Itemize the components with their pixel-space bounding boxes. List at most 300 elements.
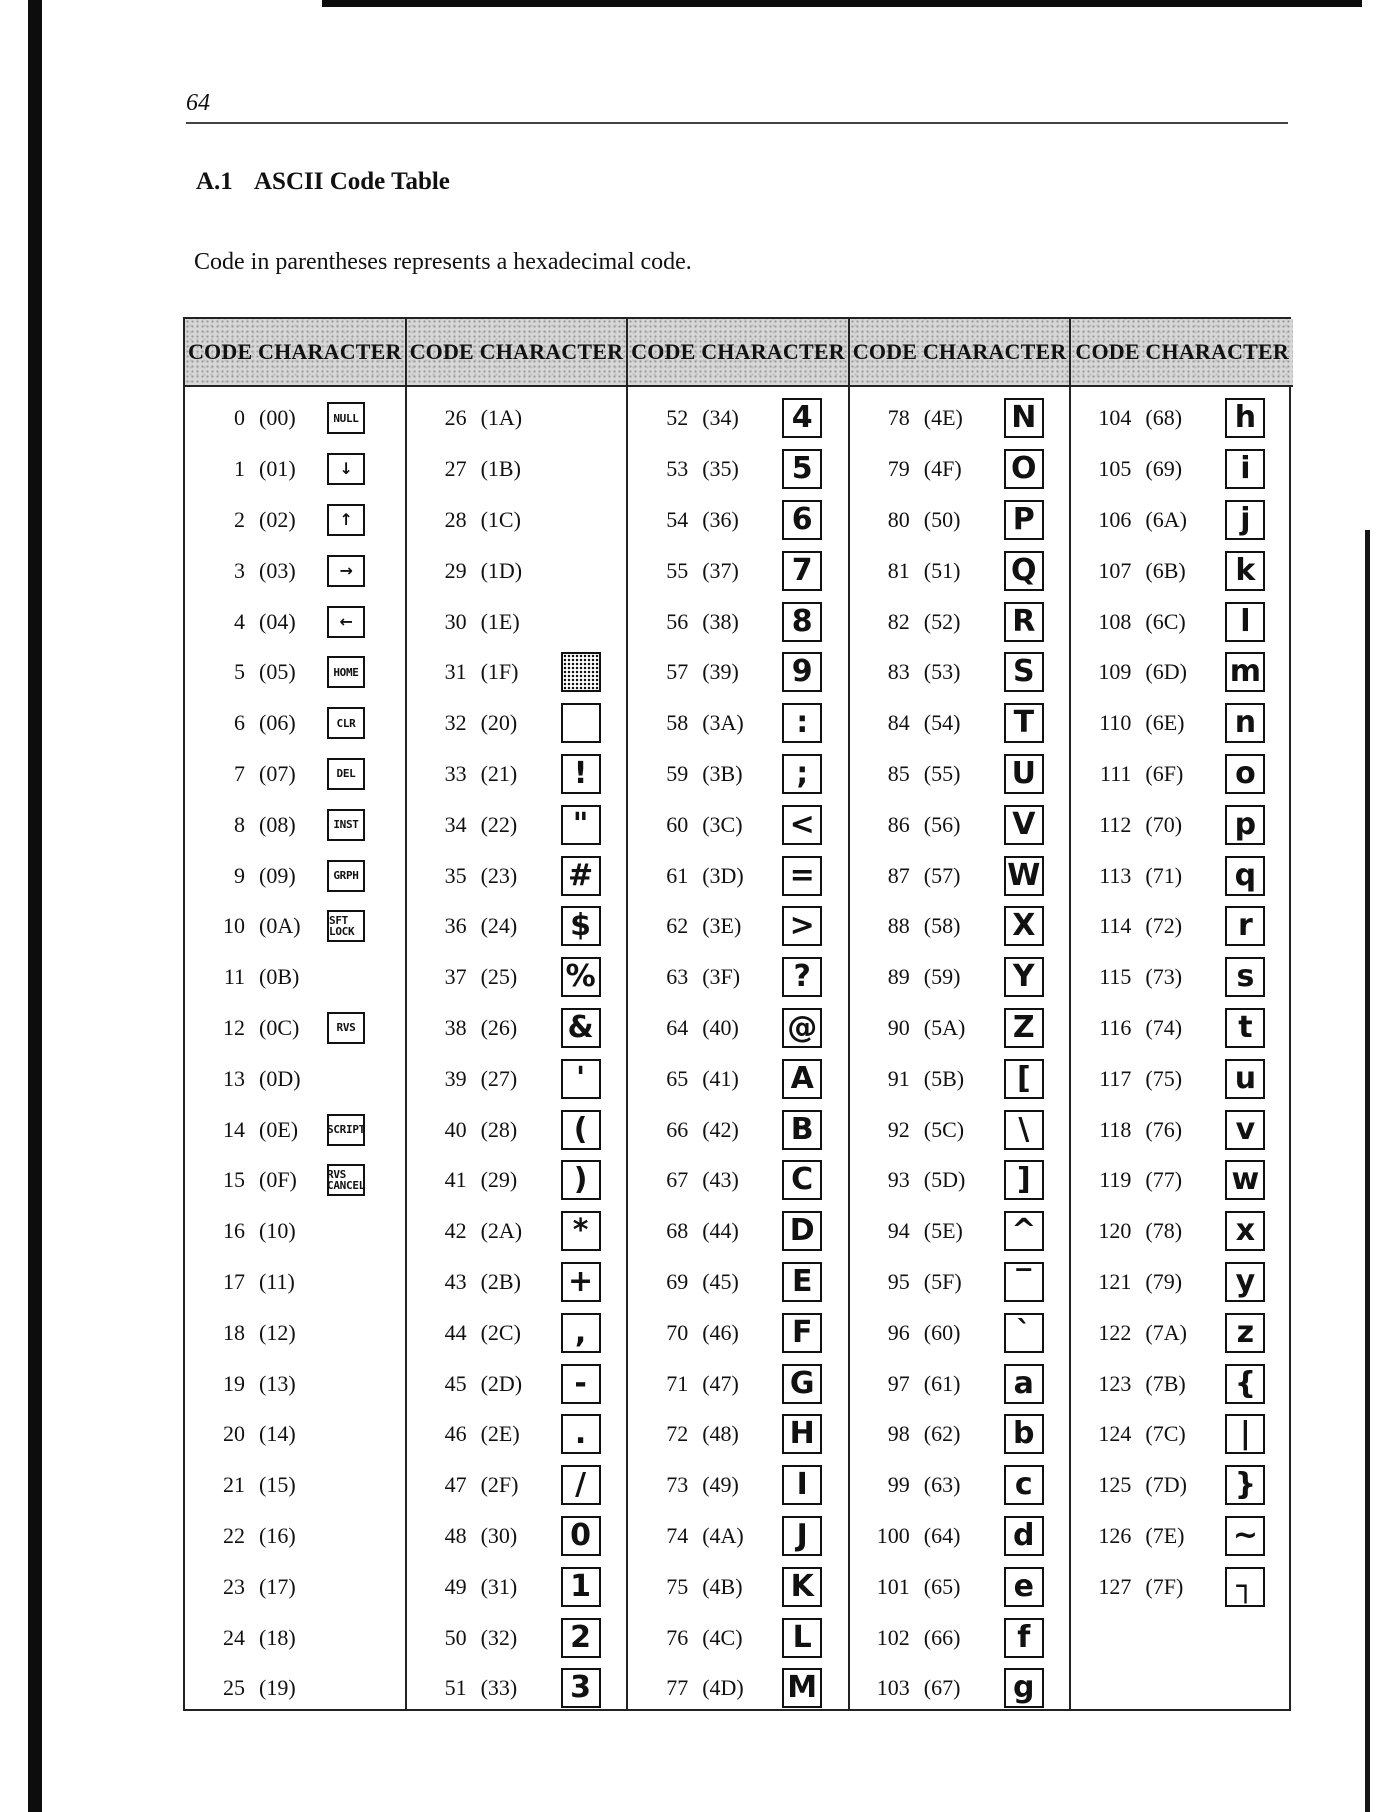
hex-value: (1F): [480, 659, 519, 685]
hex-value: (01): [259, 456, 296, 482]
code-value: 3: [234, 557, 245, 583]
character-glyph: O: [1004, 449, 1044, 489]
hex-value: (7D): [1145, 1472, 1187, 1498]
character-glyph: Q: [1004, 551, 1044, 591]
code-value: 86: [887, 811, 910, 837]
hex-value: (56): [923, 811, 961, 837]
code-value: 106: [1098, 506, 1132, 532]
code-value: 47: [444, 1472, 467, 1498]
hex-value: (30): [480, 1522, 518, 1548]
hex-value: (35): [702, 456, 739, 482]
code-value: 59: [666, 760, 689, 786]
code-value: 112: [1099, 811, 1132, 837]
code-value: 68: [666, 1218, 689, 1244]
hex-value: (5A): [923, 1014, 966, 1040]
character-glyph: g: [1004, 1668, 1044, 1708]
code-value: 124: [1098, 1421, 1132, 1447]
hex-value: (24): [480, 913, 518, 939]
character-glyph: !: [561, 754, 601, 794]
hex-value: (02): [259, 506, 296, 532]
table-row: [185, 444, 405, 495]
table-row: [407, 647, 627, 698]
table-row: [407, 952, 627, 1003]
table-row: [628, 1206, 848, 1257]
code-value: 99: [887, 1472, 910, 1498]
character-glyph: (: [561, 1110, 601, 1150]
code-value: 25: [223, 1675, 245, 1701]
character-glyph: 7: [782, 551, 822, 591]
checker-pattern-glyph: [561, 652, 601, 692]
code-value: 66: [666, 1116, 689, 1142]
code-value: 75: [666, 1573, 689, 1599]
character-glyph: ←: [327, 606, 365, 638]
table-row: [185, 1257, 405, 1308]
table-row: [850, 1612, 1070, 1663]
hex-value: (0B): [259, 964, 300, 990]
code-value: 16: [223, 1218, 245, 1244]
hex-value: (37): [702, 557, 739, 583]
hex-value: (4A): [702, 1522, 744, 1548]
hex-value: (22): [480, 811, 518, 837]
character-glyph: S: [1004, 652, 1044, 692]
code-value: 108: [1098, 608, 1132, 634]
table-row: [850, 850, 1070, 901]
character-glyph: HOME: [327, 656, 365, 688]
character-glyph: {: [1225, 1364, 1265, 1404]
character-glyph: X: [1004, 906, 1044, 946]
character-glyph: 9: [782, 652, 822, 692]
hex-value: (79): [1145, 1268, 1183, 1294]
hex-value: (74): [1145, 1014, 1183, 1040]
code-value: 127: [1098, 1573, 1132, 1599]
hex-value: (3D): [702, 862, 744, 888]
hex-value: (70): [1145, 811, 1183, 837]
code-value: 17: [223, 1268, 245, 1294]
hex-value: (12): [259, 1319, 296, 1345]
hex-value: (04): [259, 608, 296, 634]
code-value: 63: [666, 964, 689, 990]
code-value: 89: [887, 964, 910, 990]
table-row: [185, 952, 405, 1003]
hex-value: (3F): [702, 964, 741, 990]
hex-value: (76): [1145, 1116, 1183, 1142]
hex-value: (71): [1145, 862, 1183, 888]
table-row: [850, 1511, 1070, 1562]
hex-value: (2C): [480, 1319, 521, 1345]
code-value: 20: [223, 1421, 245, 1447]
code-value: 42: [444, 1218, 467, 1244]
hex-value: (0E): [259, 1116, 299, 1142]
hex-value: (06): [259, 710, 296, 736]
code-value: 72: [666, 1421, 689, 1447]
character-glyph: J: [782, 1516, 822, 1556]
character-glyph: NULL: [327, 402, 365, 434]
character-glyph: j: [1225, 500, 1265, 540]
hex-value: (3E): [702, 913, 742, 939]
code-value: 11: [223, 964, 245, 990]
hex-value: (3C): [702, 811, 743, 837]
code-value: 2: [234, 506, 245, 532]
table-row: [407, 1155, 627, 1206]
character-glyph: SCRIPT: [327, 1114, 365, 1146]
hex-value: (0D): [259, 1065, 301, 1091]
table-row: [185, 647, 405, 698]
table-row: [628, 698, 848, 749]
hex-value: (25): [480, 964, 518, 990]
hex-value: (0F): [259, 1167, 297, 1193]
code-value: 15: [223, 1167, 245, 1193]
hex-value: (5F): [923, 1268, 962, 1294]
code-value: 87: [887, 862, 910, 888]
table-row: [1071, 749, 1293, 800]
hex-value: (53): [923, 659, 961, 685]
table-row: [407, 698, 627, 749]
table-row: [1071, 1511, 1293, 1562]
character-glyph: 2: [561, 1618, 601, 1658]
code-value: 94: [887, 1218, 910, 1244]
top-rule: [322, 0, 1362, 7]
table-row: [407, 495, 627, 546]
code-value: 49: [444, 1573, 467, 1599]
hex-value: (45): [702, 1268, 739, 1294]
character-glyph: RVS: [327, 1012, 365, 1044]
hex-value: (23): [480, 862, 518, 888]
hex-value: (7F): [1145, 1573, 1184, 1599]
table-row: [185, 393, 405, 444]
hex-value: (7A): [1145, 1319, 1187, 1345]
code-value: 6: [234, 710, 245, 736]
table-row: [407, 1612, 627, 1663]
hex-value: (11): [259, 1268, 295, 1294]
code-value: 32: [444, 710, 467, 736]
table-row: [628, 545, 848, 596]
code-value: 40: [444, 1116, 467, 1142]
table-row: [850, 1307, 1070, 1358]
code-value: 107: [1098, 557, 1132, 583]
character-glyph: e: [1004, 1567, 1044, 1607]
table-row: [628, 1612, 848, 1663]
character-glyph: ↓: [327, 453, 365, 485]
table-row: [1071, 1053, 1293, 1104]
table-row: [185, 1155, 405, 1206]
hex-value: (6F): [1145, 760, 1184, 786]
table-row: [628, 952, 848, 1003]
table-row: [185, 545, 405, 596]
character-glyph: G: [782, 1364, 822, 1404]
table-row: [628, 1257, 848, 1308]
code-value: 33: [444, 760, 467, 786]
table-row: [407, 1003, 627, 1054]
table-row: [407, 1307, 627, 1358]
code-value: 53: [666, 456, 689, 482]
hex-value: (00): [259, 405, 296, 431]
section-title-text: ASCII Code Table: [254, 168, 450, 195]
right-edge-bar: [1365, 530, 1370, 1812]
table-row: [1071, 850, 1293, 901]
character-glyph: =: [782, 856, 822, 896]
hex-value: (6C): [1145, 608, 1186, 634]
hex-value: (60): [923, 1319, 961, 1345]
table-row: [850, 444, 1070, 495]
hex-value: (2A): [480, 1218, 523, 1244]
hex-value: (34): [702, 405, 739, 431]
code-value: 76: [666, 1624, 689, 1650]
code-value: 97: [887, 1370, 910, 1396]
code-value: 84: [887, 710, 910, 736]
hex-value: (21): [480, 760, 518, 786]
table-row: [628, 901, 848, 952]
code-value: 69: [666, 1268, 689, 1294]
code-value: 77: [666, 1675, 689, 1701]
character-glyph: 8: [782, 602, 822, 642]
hex-value: (48): [702, 1421, 739, 1447]
table-row: [628, 1409, 848, 1460]
character-glyph: Y: [1004, 957, 1044, 997]
character-glyph: L: [782, 1618, 822, 1658]
code-value: 29: [444, 557, 467, 583]
table-row: [1071, 1155, 1293, 1206]
table-row: [850, 698, 1070, 749]
code-value: 73: [666, 1472, 689, 1498]
character-glyph: ~: [1225, 1516, 1265, 1556]
table-row: [628, 1155, 848, 1206]
table-row: [185, 1104, 405, 1155]
hex-value: (1B): [480, 456, 521, 482]
hex-value: (2D): [480, 1370, 523, 1396]
hex-value: (57): [923, 862, 961, 888]
code-value: 123: [1098, 1370, 1132, 1396]
table-row: [1071, 495, 1293, 546]
table-row: [185, 1003, 405, 1054]
hex-value: (1C): [480, 506, 521, 532]
hex-value: (40): [702, 1014, 739, 1040]
code-value: 43: [444, 1268, 467, 1294]
table-row: [628, 1663, 848, 1714]
table-row: [185, 749, 405, 800]
code-value: 4: [234, 608, 245, 634]
table-row: [407, 1663, 627, 1714]
character-glyph: N: [1004, 398, 1044, 438]
character-glyph: ↑: [327, 504, 365, 536]
code-value: 82: [887, 608, 910, 634]
table-row: [1071, 901, 1293, 952]
character-glyph: f: [1004, 1618, 1044, 1658]
code-value: 122: [1098, 1319, 1132, 1345]
hex-value: (5D): [923, 1167, 966, 1193]
table-row: [407, 799, 627, 850]
code-value: 19: [223, 1370, 245, 1396]
hex-value: (5C): [923, 1116, 965, 1142]
hex-value: (26): [480, 1014, 518, 1040]
character-glyph: P: [1004, 500, 1044, 540]
character-glyph: q: [1225, 856, 1265, 896]
hex-value: (3B): [702, 760, 743, 786]
character-glyph: RVS CANCEL: [327, 1164, 365, 1196]
table-row: [185, 901, 405, 952]
hex-value: (1D): [480, 557, 523, 583]
character-glyph: B: [782, 1110, 822, 1150]
code-value: 58: [666, 710, 689, 736]
character-glyph: b: [1004, 1414, 1044, 1454]
table-row: [185, 1460, 405, 1511]
code-value: 110: [1099, 710, 1132, 736]
hex-value: (75): [1145, 1065, 1183, 1091]
character-glyph: x: [1225, 1211, 1265, 1251]
table-row: [628, 1358, 848, 1409]
table-row: [850, 393, 1070, 444]
table-row: [1071, 1257, 1293, 1308]
code-value: 116: [1099, 1014, 1132, 1040]
character-glyph: 5: [782, 449, 822, 489]
page-number: 64: [186, 90, 210, 116]
column-header: CODE CHARACTER: [185, 319, 405, 387]
hex-value: (5E): [923, 1218, 963, 1244]
character-glyph: r: [1225, 906, 1265, 946]
character-glyph: d: [1004, 1516, 1044, 1556]
column-header: CODE CHARACTER: [1071, 319, 1293, 387]
hex-value: (58): [923, 913, 961, 939]
hex-value: (50): [923, 506, 961, 532]
hex-value: (4C): [702, 1624, 743, 1650]
character-glyph: H: [782, 1414, 822, 1454]
hex-value: (14): [259, 1421, 296, 1447]
hex-value: (38): [702, 608, 739, 634]
character-glyph: &: [561, 1008, 601, 1048]
hex-value: (73): [1145, 964, 1183, 990]
table-row: [407, 596, 627, 647]
code-value: 52: [666, 405, 689, 431]
code-value: 0: [234, 405, 245, 431]
character-glyph: ^: [1004, 1211, 1044, 1251]
table-row: [407, 1460, 627, 1511]
hex-value: (49): [702, 1472, 739, 1498]
character-glyph: `: [1004, 1313, 1044, 1353]
code-value: 101: [876, 1573, 910, 1599]
character-glyph: D: [782, 1211, 822, 1251]
character-glyph: *: [561, 1211, 601, 1251]
character-glyph: 4: [782, 398, 822, 438]
table-row: [628, 596, 848, 647]
table-row: [1071, 596, 1293, 647]
table-row: [628, 1307, 848, 1358]
hex-value: (09): [259, 862, 296, 888]
code-value: 104: [1098, 405, 1132, 431]
code-value: 93: [887, 1167, 910, 1193]
code-value: 31: [444, 659, 467, 685]
code-value: 60: [666, 811, 689, 837]
character-glyph: :: [782, 703, 822, 743]
table-row: [628, 647, 848, 698]
code-value: 34: [444, 811, 467, 837]
table-row: [407, 545, 627, 596]
code-value: 5: [234, 659, 245, 685]
table-row: [407, 749, 627, 800]
code-value: 14: [223, 1116, 245, 1142]
table-row: [1071, 444, 1293, 495]
character-glyph: F: [782, 1313, 822, 1353]
code-value: 121: [1098, 1268, 1132, 1294]
hex-value: (41): [702, 1065, 739, 1091]
character-glyph: I: [782, 1465, 822, 1505]
hex-value: (07): [259, 760, 296, 786]
hex-value: (4E): [923, 405, 963, 431]
character-glyph: ': [561, 1059, 601, 1099]
table-row: [407, 1409, 627, 1460]
code-value: 67: [666, 1167, 689, 1193]
code-value: 51: [444, 1675, 467, 1701]
hex-value: (2B): [480, 1268, 521, 1294]
character-glyph: |: [1225, 1414, 1265, 1454]
table-row: [628, 1053, 848, 1104]
table-row: [850, 1460, 1070, 1511]
code-value: 78: [887, 405, 910, 431]
character-glyph: i: [1225, 449, 1265, 489]
code-value: 61: [666, 862, 689, 888]
character-glyph: →: [327, 555, 365, 587]
table-row: [1071, 393, 1293, 444]
code-value: 96: [887, 1319, 910, 1345]
hex-value: (3A): [702, 710, 744, 736]
table-row: [1071, 799, 1293, 850]
hex-value: (33): [480, 1675, 518, 1701]
character-glyph: SFT LOCK: [327, 910, 365, 942]
table-row: [1071, 1003, 1293, 1054]
column-header: CODE CHARACTER: [850, 319, 1070, 387]
table-row: [185, 1663, 405, 1714]
code-value: 113: [1099, 862, 1132, 888]
table-column-5: [1071, 319, 1293, 1709]
table-row: [407, 444, 627, 495]
code-value: 1: [234, 456, 245, 482]
code-value: 109: [1098, 659, 1132, 685]
code-value: 36: [444, 913, 467, 939]
hex-value: (47): [702, 1370, 739, 1396]
character-glyph: 1: [561, 1567, 601, 1607]
hex-value: (6A): [1145, 506, 1187, 532]
hex-value: (1A): [480, 405, 523, 431]
code-value: 111: [1100, 760, 1132, 786]
table-row: [1071, 647, 1293, 698]
table-row: [850, 749, 1070, 800]
table-row: [407, 1104, 627, 1155]
character-glyph: ;: [782, 754, 822, 794]
character-glyph: #: [561, 856, 601, 896]
character-glyph: a: [1004, 1364, 1044, 1404]
table-row: [407, 1511, 627, 1562]
table-row: [1071, 545, 1293, 596]
table-row: [407, 901, 627, 952]
character-glyph: s: [1225, 957, 1265, 997]
character-glyph: 6: [782, 500, 822, 540]
character-glyph: %: [561, 957, 601, 997]
hex-value: (7C): [1145, 1421, 1186, 1447]
character-glyph: c: [1004, 1465, 1044, 1505]
table-row: [1071, 1561, 1293, 1612]
table-row: [185, 1307, 405, 1358]
hex-value: (6E): [1145, 710, 1185, 736]
code-value: 70: [666, 1319, 689, 1345]
code-value: 55: [666, 557, 689, 583]
hex-value: (67): [923, 1675, 961, 1701]
code-value: 125: [1098, 1472, 1132, 1498]
table-row: [1071, 1307, 1293, 1358]
table-row: [850, 952, 1070, 1003]
hex-value: (2F): [480, 1472, 519, 1498]
character-glyph: R: [1004, 602, 1044, 642]
table-row: [850, 1358, 1070, 1409]
character-glyph: t: [1225, 1008, 1265, 1048]
code-value: 45: [444, 1370, 467, 1396]
